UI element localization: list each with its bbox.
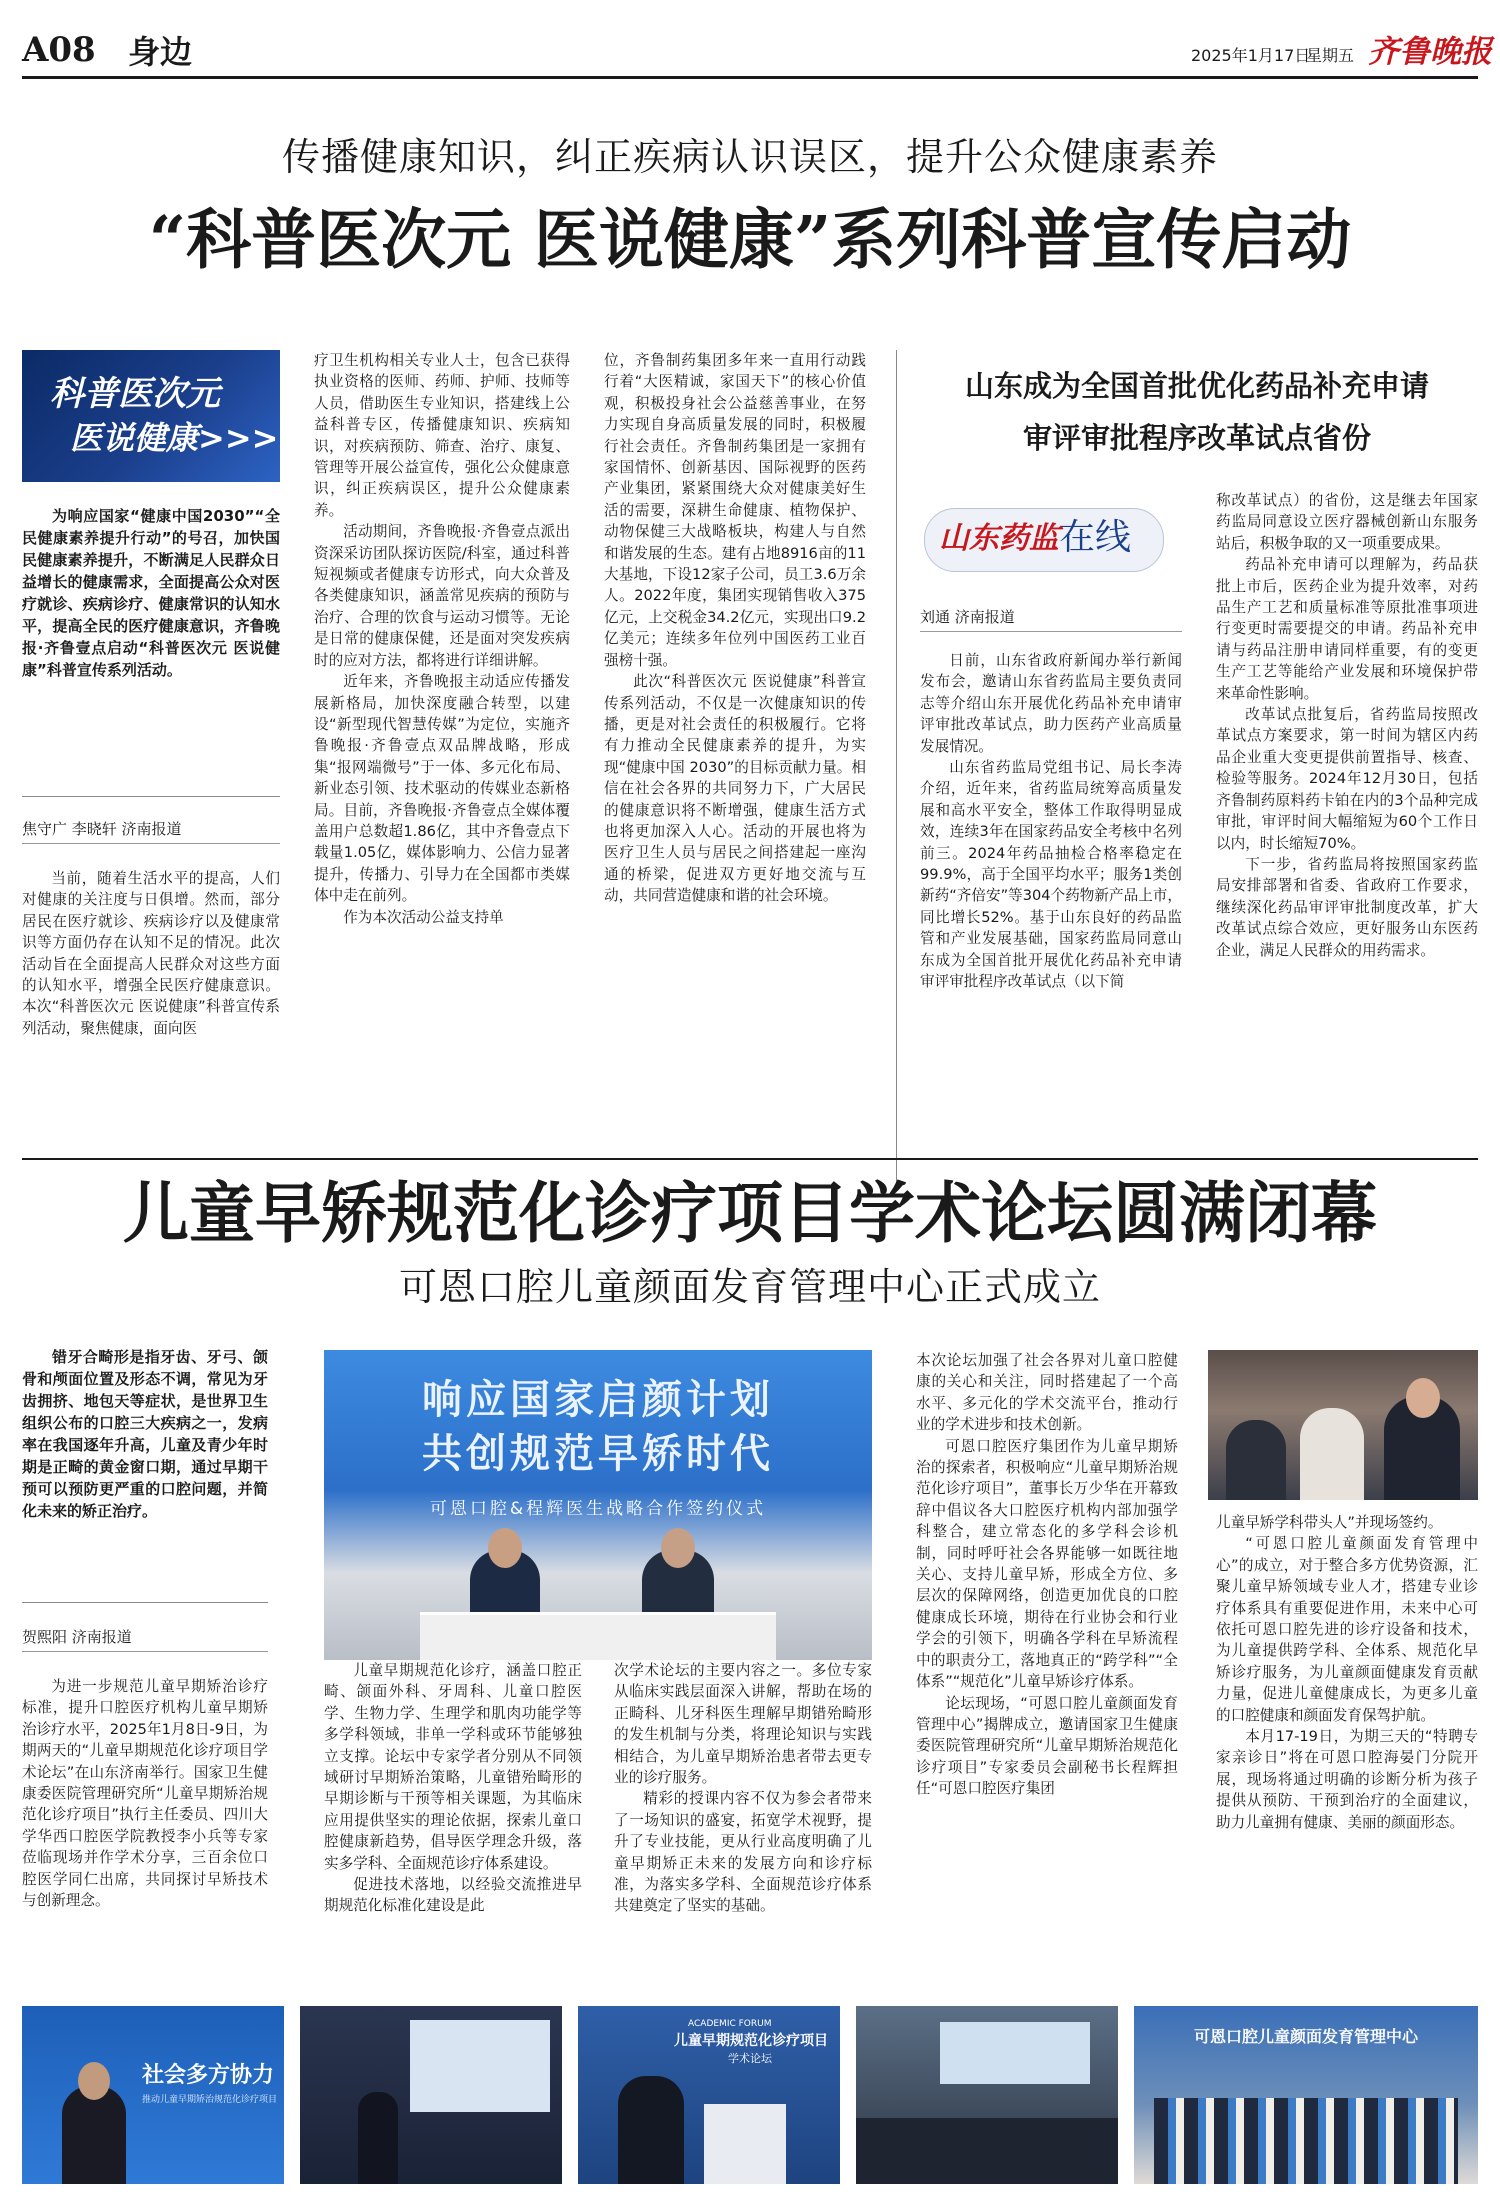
article2-byline: 刘通 济南报道 [920,606,1182,632]
strip2-speaker [358,2092,398,2184]
kepu-logo-line2: 医说健康>>> [70,419,279,457]
strip3-screen-line1: ACADEMIC FORUM [688,2019,772,2029]
article3-col3 [614,1660,872,1994]
article3-col3-p1: 次学术论坛的主要内容之一。多位专家从临床实践层面深入讲解，帮助在场的正畸科、儿牙科医生理解早期错殆畸形的发生机制与分类，将理论知识与实践相结合，为儿童早期矫治患者带去更专业的诊疗服务。 [614,1662,872,1787]
article3-col5-p2: “可恩口腔儿童颜面发育管理中心”的成立，对于整合多方优势资源，汇聚儿童早矫领域专业人才，搭建专业诊疗体系具有重要促进作用，未来中心可依托可恩口腔先进的诊疗设备和技术，为儿童提供跨学科、全体系、规范化早矫诊疗服务，为儿童颜面健康发育贡献力量，促进儿童健康成长，为更多儿童的口腔健康和颜面发育保驾护航。 [1216,1535,1478,1724]
section-name: 身边 [128,33,193,71]
sdyj-logo-text2: 在线 [1059,517,1132,558]
strip5-group-row [1154,2098,1458,2184]
article3-col4-p1: 本次论坛加强了社会各界对儿童口腔健康的关心和关注，同时搭建起了一个高水平、多元化的学术交流平台，推动行业的学术进步和技术创新。 [916,1352,1178,1434]
article3-col3-p2: 精彩的授课内容不仅为参会者带来了一场知识的盛宴，拓宽学术视野，提升了专业技能，更从行业高度明确了儿童早期矫正未来的发展方向和诊疗标准，为落实多学科、全面规范诊疗体系共建奠定了坚实的基础。 [614,1790,872,1915]
article2-col2-p1: 称改革试点）的省份，这是继去年国家药监局同意设立医疗器械创新山东服务站后，积极争取的又一项重要成果。 [1216,492,1478,552]
article2-col1-p1: 日前，山东省政府新闻办举行新闻发布会，邀请山东省药监局主要负责同志等介绍山东开展优化药品补充申请审评审批改革试点，助力医药产业高质量发展情况。 [920,652,1182,755]
kepu-logo-line1: 科普医次元 [50,374,220,414]
article2-col2 [1216,490,1478,1190]
audience-photo [1208,1350,1478,1500]
strip-photo-academic-forum [578,2006,840,2184]
article2-col1 [920,650,1182,1190]
strip-photo-audience [856,2006,1118,2184]
article3-col4 [916,1350,1178,1994]
sdyj-logo-text1: 山东药监 [939,521,1059,556]
article2-headline-line2: 审评审批程序改革试点省份 [1022,421,1371,455]
signer-right-head [661,1528,695,1568]
strip4-screen [940,2022,1090,2084]
article3-col1-text: 为进一步规范儿童早期矫治诊疗标准，提升口腔医疗机构儿童早期矫治诊疗水平，2025年1月8日-9日，为期两天的“儿童早期规范化诊疗项目学术论坛”在山东济南举行。国家卫生健康委医院管理研究所“儿童早期矫治规范化诊疗项目”执行主任委员、四川大学华西口腔医学院教授李小兵等专家莅临现场并作学术分享，三百余位口腔医学同仁出席，共同探讨早矫技术与创新理念。 [22,1678,268,1910]
strip5-banner: 可恩口腔儿童颜面发育管理中心 [1193,2027,1418,2046]
article1-col2 [314,350,570,1188]
article3-col1 [22,1676,268,1994]
issue-date: 2025年1月17日 [1191,46,1311,65]
article3-subtitle: 可恩口腔儿童颜面发育管理中心正式成立 [398,1265,1101,1309]
strip-photo-speaker-banner [22,2006,284,2184]
article3-col5-p1: 儿童早矫学科带头人”并现场签约。 [1216,1514,1443,1531]
article3-col5-p3: 本月17-19日，为期三天的“特聘专家亲诊日”将在可恩口腔海晏门分院开展，现场将通过明确的诊断分析为孩子提供从预防、干预到治疗的全面建议，助力儿童拥有健康、美丽的颜面形态。 [1216,1728,1478,1831]
article1-col3 [604,350,866,1188]
sdyj-logo [924,508,1164,572]
article1-col1 [22,868,280,1188]
masthead-logo: 齐鲁晚报 [1368,34,1492,70]
article3-lead-text: 错牙合畸形是指牙齿、牙弓、颌骨和颅面位置及形态不调，常见为牙齿拥挤、地包天等症状，是世界卫生组织公布的口腔三大疾病之一，发病率在我国逐年升高，儿童及青少年时期是正畸的黄金窗口期，通过早期干预可以预防更严重的口腔问题，并简化未来的矫正治疗。 [22,1348,268,1520]
article2-col2-p4: 下一步，省药监局将按照国家药监局安排部署和省委、省政府工作要求，继续深化药品审评审批制度改革，扩大改革试点综合效应，更好服务山东医药企业，满足人民群众的用药需求。 [1216,855,1478,959]
strip3-speaker [618,2076,684,2184]
signing-table [420,1612,776,1660]
strip3-screen-line3: 学术论坛 [728,2052,772,2065]
article1-kicker: 传播健康知识，纠正疾病认识误区，提升公众健康素养 [281,135,1218,179]
article3-byline: 贺熙阳 济南报道 [22,1626,268,1652]
article1-col2-p1: 疗卫生机构相关专业人士，包含已获得执业资格的医师、药师、护师、技师等人员，借助医生专业知识，搭建线上公益科普专区，传播健康知识、疾病知识，对疾病预防、筛查、治疗、康复、管理等开展公益宣传，强化公众健康意识，纠正疾病误区，提升公众健康素养。 [314,352,570,519]
strip-photo-group [1134,2006,1478,2184]
article1-col3-p1: 位，齐鲁制药集团多年来一直用行动践行着“大医精诚，家国天下”的核心价值观，积极投身社会公益慈善事业，在努力实现自身高质量发展的同时，积极履行社会责任。齐鲁制药集团是一家拥有家国情怀、创新基因、国际视野的医药产业集团，紧紧围绕大众对健康美好生活的需要，深耕生命健康、植物保护、动物保健三大战略板块，构建人与自然和谐发展的生态。建有占地8916亩的11大基地，下设12家子公司，员工3.6万余人。2022年度，集团实现销售收入375亿元，上交税金34.2亿元，实现出口9.2亿美元；连续多年位列中国医药工业百强榜十强。 [604,352,866,669]
signing-banner-line2: 共创规范早矫时代 [422,1431,774,1477]
article1-lead-rule [22,796,280,797]
article1-col3-p2: 此次“科普医次元 医说健康”科普宣传系列活动，不仅是一次健康知识的传播，更是对社会责任的积极履行。它将有力推动全民健康素养的提升，为实现“健康中国 2030”的目标贡献力量。相信在社会各界的共同努力下，广大居民的健康意识将不断增强，健康生活方式也将更加深入人心。活动的开展也将为医疗卫生人员与居民之间搭建起一座沟通的桥梁，促进双方更好地交流与互动，共同营造健康和谐的社会环境。 [604,673,866,905]
article3-col5 [1216,1512,1478,1994]
article3-col2-p2: 促进技术落地，以经验交流推进早期规范化标准化建设是此 [324,1876,582,1915]
strip1-banner-line2: 推动儿童早期矫治规范化诊疗项目 [142,2095,278,2105]
strip3-podium [704,2104,786,2184]
article3-col2 [324,1660,582,1994]
audience-person-2 [1300,1408,1364,1500]
strip1-speaker [62,2086,126,2184]
article1-byline: 焦守广 李晓轩 济南报道 [22,818,280,844]
strip-photo-lecture [300,2006,562,2184]
article1-col2-p2: 活动期间，齐鲁晚报·齐鲁壹点派出资深采访团队探访医院/科室，通过科普短视频或者健康专访形式，向大众普及各类健康知识，涵盖常见疾病的预防与治疗、合理的饮食与运动习惯等。无论是日常的健康保健，还是面对突发疾病时的应对方法，都将进行详细讲解。 [314,523,570,669]
strip1-speaker-head [78,2062,110,2100]
signing-banner-line3: 可恩口腔&程辉医生战略合作签约仪式 [429,1499,767,1519]
article1-lead [22,505,280,765]
article3-col4-p3: 论坛现场，“可恩口腔儿童颜面发育管理中心”揭牌成立，邀请国家卫生健康委医院管理研究所“儿童早期矫治规范化诊疗项目”专家委员会副秘书长程辉担任“可恩口腔医疗集团 [916,1694,1178,1798]
strip4-crowd [856,2118,1118,2184]
article2-headline-line1: 山东成为全国首批优化药品补充申请 [964,369,1429,403]
signing-ceremony-photo [324,1350,872,1660]
article2-col1-p2: 山东省药监局党组书记、局长李涛介绍，近年来，省药监局统筹高质量发展和高水平安全，整体工作取得明显成效，连续3年在国家药品安全考核中名列前三。2024年药品抽检合格率稳定在99.9%，高于全国平均水平；服务1类创新药“齐倍安”等304个药物新产品上市，同比增长52%。基于山东良好的药品监管和产业发展基础，国家药监局同意山东成为全国首批开展优化药品补充申请审评审批程序改革试点（以下简 [920,759,1182,991]
article2-col2-p2: 药品补充申请可以理解为，药品获批上市后，医药企业为提升效率，对药品生产工艺和质量标准等原批准事项进行变更时需要提交的申请。药品补充申请与药品注册申请同样重要，有的变更生产工艺等能给产业发展和环境保护带来革命性影响。 [1216,556,1478,702]
page-number: A08 [22,30,96,70]
strip1-banner-line1: 社会多方协力 [142,2063,275,2088]
signer-left-head [488,1528,522,1568]
article2-col2-p3: 改革试点批复后，省药监局按照改革试点方案要求，第一时间为辖区内药品企业重大变更提供前置指导、核查、检验等服务。2024年12月30日，包括齐鲁制药原料药卡铂在内的3个品种完成审批，审评时间大幅缩短为60个工作日以内，时长缩短70%。 [1216,706,1478,852]
audience-person-1 [1226,1420,1286,1500]
signing-banner-line1: 响应国家启颜计划 [422,1377,774,1423]
article1-col2-p3: 近年来，齐鲁晚报主动适应传播发展新格局，加快深度融合转型，以建设“新型现代智慧传媒”为定位，实施齐鲁晚报·齐鲁壹点双品牌战略，形成集“报网端微号”于一体、多元化布局、新业态引领、技术驱动的传媒业态新格局。目前，齐鲁晚报·齐鲁壹点全媒体覆盖用户总数超1.86亿，其中齐鲁壹点下载量1.05亿，媒体影响力、公信力显著提升，传播力、引导力在全国都市类媒体中走在前列。 [314,673,570,905]
article1-col1-text: 当前，随着生活水平的提高，人们对健康的关注度与日俱增。然而，部分居民在医疗就诊、疾病诊疗以及健康常识等方面仍存在认知不足的情况。此次活动旨在全面提高人民群众对这些方面的认知水平，增强全民医疗健康意识。本次“科普医次元 医说健康”科普宣传系列活动，聚焦健康，面向医 [22,870,280,1037]
section-rule [22,1158,1478,1160]
article3-headline: 儿童早矫规范化诊疗项目学术论坛圆满闭幕 [123,1174,1377,1252]
strip2-screen [410,2020,550,2112]
strip3-screen-line2: 儿童早期规范化诊疗项目 [674,2033,828,2049]
article1-col2-p4: 作为本次活动公益支持单 [343,908,504,926]
header-rule [22,76,1478,79]
article3-lead [22,1346,268,1582]
issue-weekday: 星期五 [1306,46,1355,65]
article3-col2-p1: 儿童早期规范化诊疗，涵盖口腔正畸、颌面外科、牙周科、儿童口腔医学、生物力学、生理学和肌肉功能学等多学科领域，非单一学科或环节能够独立支撑。论坛中专家学者分别从不同领域研讨早期矫治策略，儿童错殆畸形的早期诊断与干预等相关课题，为其临床应用提供坚实的理论依据，探索儿童口腔健康新趋势，倡导医学理念升级，落实多学科、全面规范诊疗体系建设。 [324,1662,582,1872]
article1-lead-text: 为响应国家“健康中国2030”“全民健康素养提升行动”的号召，加快国民健康素养提升，不断满足人民群众日益增长的健康需求，全面提高公众对医疗就诊、疾病诊疗、健康常识的认知水平，提高全民的医疗健康意识，齐鲁晚报·齐鲁壹点启动“科普医次元 医说健康”科普宣传系列活动。 [22,507,280,679]
article3-col4-p2: 可恩口腔医疗集团作为儿童早期矫治的探索者，积极响应“儿童早期矫治规范化诊疗项目”，董事长万少华在开幕致辞中倡议各大口腔医疗机构内部加强学科整合，建立常态化的多学科会诊机制，同时呼吁社会各界能够一如既往地关心、支持儿童早矫，形成全方位、多层次的保障网络，创造更加优良的口腔健康成长环境，期待在行业协会和行业学会的引领下，明确各学科在早矫流程中的职责分工，落地真正的“跨学科”“全体系”“规范化”儿童早矫诊疗体系。 [916,1437,1178,1691]
article1-headline: “科普医次元 医说健康”系列科普宣传启动 [148,202,1352,278]
audience-face-3 [1406,1378,1440,1418]
kepu-logo [22,350,280,482]
article-divider [896,350,897,1190]
page-header [0,0,1500,80]
article3-lead-rule [22,1602,268,1603]
